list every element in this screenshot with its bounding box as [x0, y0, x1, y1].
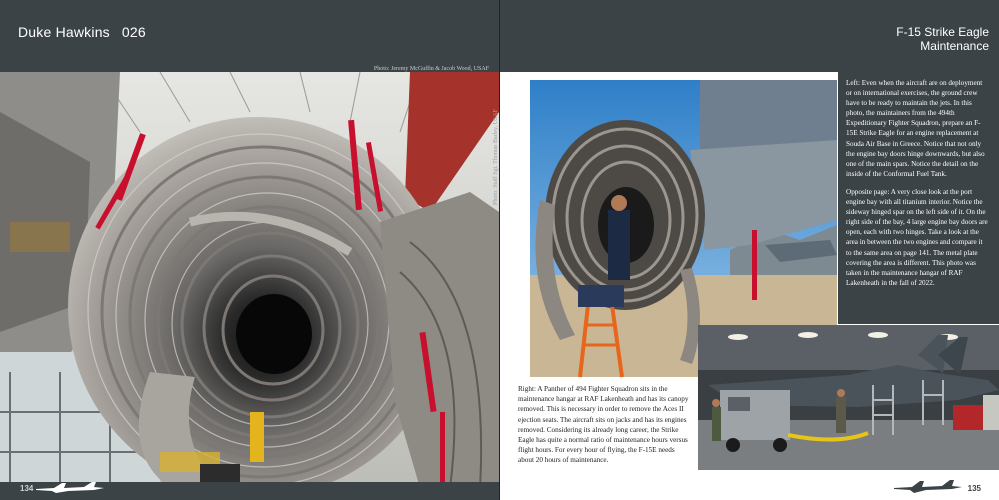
chapter-title-line2: Maintenance	[920, 39, 989, 53]
text-para-opposite: Opposite page: A very close look at the port engine bay with all titanium interior. Notice the sideway hinged spar on the left side of it. On the right side of the bay, 4 large engine bay doors are open, each with two hinges. Take a look at the area in between the two engines and compare it to the same area on page 141. The metal plate covering the area is different. This photo was taken in the maintenance hangar of RAF Lakenheath in the fall of 2022.	[846, 187, 988, 287]
right-page	[492, 0, 999, 500]
vertical-credit-text: Photo: Staff Sgt. Thomas Barley, USAF	[492, 109, 499, 205]
chapter-title-line1: F-15 Strike Eagle	[896, 25, 989, 39]
caption-box	[510, 378, 700, 482]
left-header	[0, 0, 499, 72]
issue-number: 026	[121, 24, 146, 40]
left-page	[0, 0, 499, 500]
brand-name: Duke Hawkins	[18, 24, 110, 40]
vertical-photo-credit	[492, 82, 528, 232]
text-para-left: Left: Even when the aircraft are on deployment or on international exercises, the ground crew have to be ready to maintain the jets. In this photo, the maintainers from the 494th Expeditionary Fighter Squadron, prepare an F-15E Strike Eagle for an engine replacement at Souda Air Base in Greece. Notice that not only the engine bay doors hinge downwards, but also one of the main spars. Notice the detail on the inside of the Conformal Fuel Tank.	[846, 79, 985, 178]
f15-silhouette-icon	[34, 480, 106, 496]
side-text-box	[838, 72, 999, 324]
brand-title	[18, 24, 146, 40]
f15-silhouette-icon	[892, 478, 964, 496]
caption-text: Right: A Panther of 494 Fighter Squadron sits in the maintenance hangar at RAF Lakenheath and has its canopy removed. This is necessary in order to remove the Aces II ejection seats. The aircraft sits on jacks and has its engines removed. Considering its already long career, the Strike Eagle has quite a normal ratio of maintenance hours versus flight hours. For every hour of flying, the F-15E needs about 20 hours of maintenance.	[518, 385, 689, 465]
hangar-jet-photo	[698, 325, 999, 470]
page-number-right: 135	[967, 484, 981, 493]
photo-credit-main: Photo: Jeremy McGuffin & Jacob Wood, USAF	[373, 66, 489, 72]
engine-bay-photo	[0, 72, 499, 488]
page-number-left: 134	[20, 484, 34, 493]
chapter-title	[896, 25, 989, 53]
